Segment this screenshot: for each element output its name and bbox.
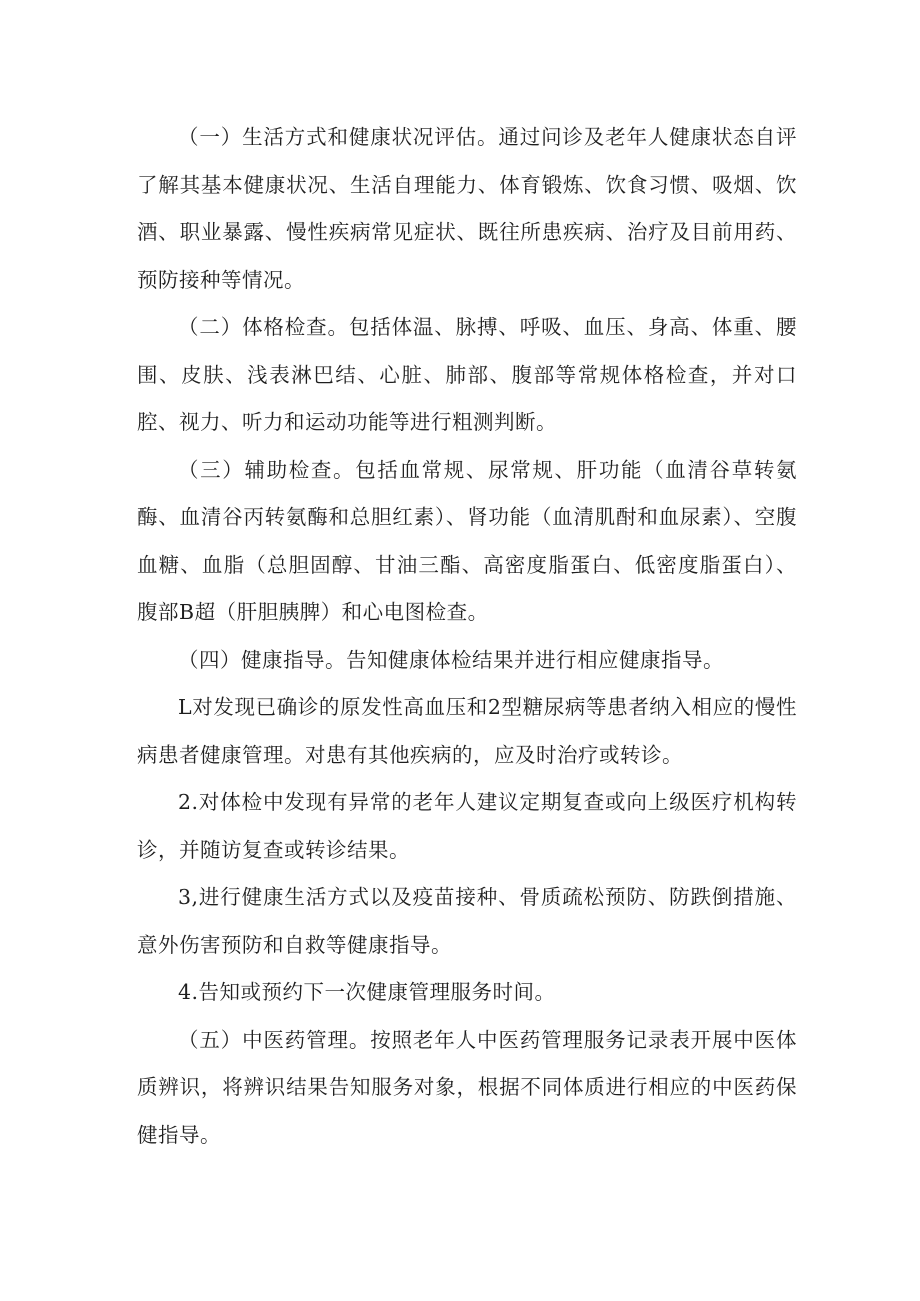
guidance-item-2: 2.对体检中发现有异常的老年人建议定期复查或向上级医疗机构转诊，并随访复查或转诊结果。	[137, 790, 797, 862]
section-lifestyle-assessment: （一）生活方式和健康状况评估。通过问诊及老年人健康状态自评了解其基本健康状况、生活自理能力、体育锻炼、饮食习惯、吸烟、饮酒、职业暴露、慢性疾病常见症状、既往所患疾病、治疗及目前用药、预防接种等情况。	[137, 125, 797, 292]
document-body	[137, 114, 797, 1159]
section-physical-exam: （二）体格检查。包括体温、脉搏、呼吸、血压、身高、体重、腰围、皮肤、浅表淋巴结、心脏、肺部、腹部等常规体格检查，并对口腔、视力、听力和运动功能等进行粗测判断。	[137, 315, 797, 434]
section-auxiliary-exam: （三）辅助检查。包括血常规、尿常规、肝功能（血清谷草转氨酶、血清谷丙转氨酶和总胆红素）、肾功能（血清肌酎和血尿素）、空腹血糖、血脂（总胆固醇、甘油三酯、高密度脂蛋白、低密度脂蛋白）、腹部B超（肝胆胰脾）和心电图检查。	[137, 457, 797, 624]
guidance-item-4: 4.告知或预约下一次健康管理服务时间。	[178, 980, 556, 1004]
guidance-item-1: L对发现已确诊的原发性高血压和2型糖尿病等患者纳入相应的慢性病患者健康管理。对患有其他疾病的，应及时治疗或转诊。	[137, 695, 797, 767]
section-health-guidance: （四）健康指导。告知健康体检结果并进行相应健康指导。	[178, 647, 724, 672]
guidance-item-3: 3,进行健康生活方式以及疫苗接种、骨质疏松预防、防跌倒措施、意外伤害预防和自救等健康指导。	[137, 885, 797, 957]
section-tcm-management: （五）中医药管理。按照老年人中医药管理服务记录表开展中医体质辨识，将辨识结果告知服务对象，根据不同体质进行相应的中医药保健指导。	[137, 1027, 797, 1147]
